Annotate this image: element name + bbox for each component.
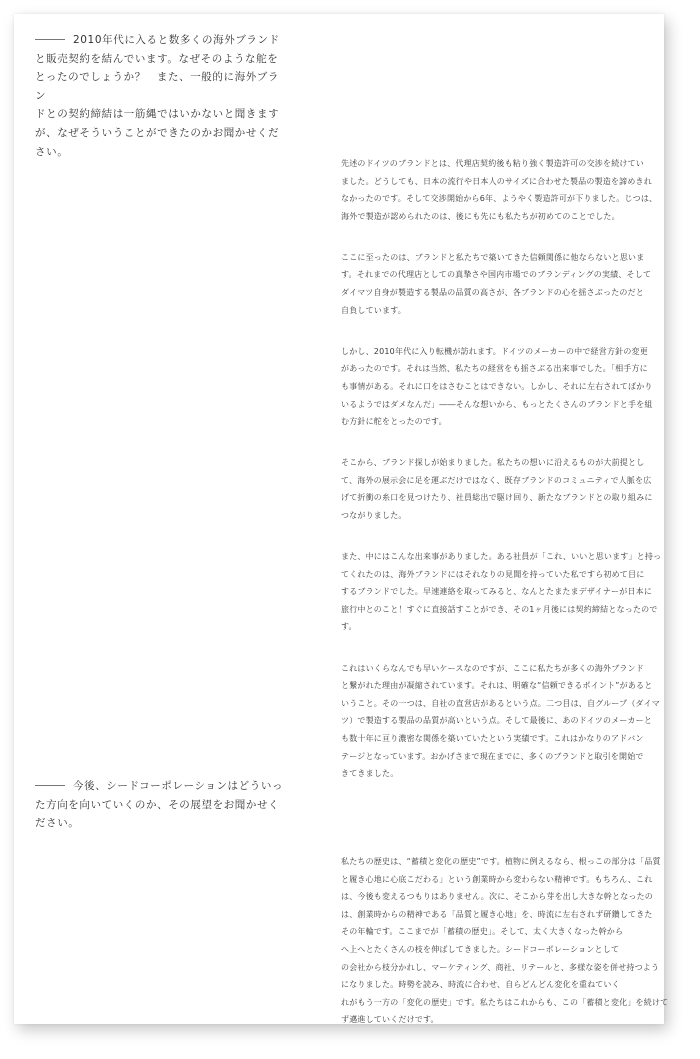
answer-line: になりました。時勢を読み、時流に合わせ、自らどんどん変化を重ねていく bbox=[341, 980, 620, 990]
answer-block-2 bbox=[341, 853, 669, 1052]
answer-paragraph bbox=[341, 454, 653, 524]
answer-line: も数十年に亘り濃密な関係を築いていたという実績です。これはかなりのアドバン bbox=[341, 733, 644, 743]
answer-line: そこから、ブランド探しが始まりました。私たちの想いに沿えるものが大前提とし bbox=[341, 458, 645, 468]
answer-paragraph bbox=[341, 155, 658, 225]
answer-line: は、今後も変えるつもりはありません。次に、そこから芽を出し大きな幹となったの bbox=[341, 892, 653, 902]
answer-line: と履き心地に心底こだわる」という創業時から変わらない精神です。もちろん、これ bbox=[341, 874, 653, 884]
answer-line: ツ）で製造する製品の品質が高いという点。そして最後に、あのドイツのメーカーと bbox=[341, 716, 653, 726]
answer-line: また、中にはこんな出来事がありました。ある社員が「これ、いいと思います」と持っ bbox=[341, 552, 662, 562]
question-line: ドとの契約締結は一筋縄ではいかないと聞きます bbox=[35, 108, 280, 121]
question-line: さい。 bbox=[35, 145, 69, 158]
answer-line: 海外で製造が認められたのは、後にも先にも私たちが初めてのことでした。 bbox=[341, 211, 620, 221]
answer-line: す。 bbox=[341, 622, 357, 632]
answer-line: いうこと。その一つは、自社の直営店があるという点。二つ目は、自グループ（ダイマ bbox=[341, 698, 660, 708]
answer-line: と繋がれた理由が凝縮されています。それは、明確な“信頼できるポイント”があると bbox=[341, 681, 653, 691]
answer-line: するブランドでした。早速連絡を取ってみると、なんとたまたまデザイナーが日本に bbox=[341, 587, 653, 597]
answer-line: これはいくらなんでも早いケースなのですが、ここに私たちが多くの海外ブランド bbox=[341, 663, 644, 673]
answer-line: テージとなっています。おかげさまで現在までに、多くのブランドと取引を開始で bbox=[341, 751, 644, 761]
answer-line: ました。どうしても、日本の流行や日本人のサイズに合わせた製品の製造を諦めきれ bbox=[341, 176, 652, 186]
answer-line: いるようではダメなんだ」――そんな想いから、もっとたくさんのブランドと手を組 bbox=[341, 399, 653, 409]
question-line: が、なぜそういうことができたのかお聞かせくだ bbox=[35, 126, 280, 139]
document-page bbox=[14, 14, 669, 1025]
answer-line: きてきました。 bbox=[341, 769, 399, 779]
em-dash-rule bbox=[35, 785, 65, 786]
answer-line: 先述のドイツのブランドとは、代理店契約後も粘り強く製造許可の交渉を続けてい bbox=[341, 159, 644, 168]
question-line: と販売契約を結んでいます。なぜそのような舵を bbox=[35, 52, 279, 65]
answer-line: は、創業時からの精神である「品質と履き心地」を、時流に左右されず研鑽してきた bbox=[341, 909, 653, 919]
answer-line: ず邁進していくだけです。 bbox=[341, 1015, 439, 1025]
answer-paragraph bbox=[341, 660, 660, 783]
answer-line: の会社から枝分かれし、マーケティング、商社、リテールと、多様な姿を併せ持つよう bbox=[341, 962, 660, 972]
answer-paragraph bbox=[341, 548, 662, 636]
question-line: とったのでしょうか？ また、一般的に海外ブラン bbox=[35, 71, 279, 102]
answer-line: 私たちの歴史は、“蓄積と変化の歴史”です。植物に例えるなら、根っこの部分は「品質 bbox=[341, 857, 661, 866]
question-line: た方向を向いていくのか、その展望をお聞かせく bbox=[35, 798, 280, 811]
answer-line: ここに至ったのは、ブランドと私たちで築いてきた信頼関係に他ならないと思いま bbox=[341, 252, 645, 262]
answer-line: つながりました。 bbox=[341, 511, 407, 520]
answer-line: があったのです。それは当然、私たちの経営をも揺さぶる出来事でした。「相手方に bbox=[341, 364, 648, 374]
em-dash-rule bbox=[35, 39, 65, 40]
question-line: ださい。 bbox=[35, 817, 80, 830]
answer-paragraph bbox=[341, 249, 652, 319]
answer-line: しかし、2010年代に入り転機が訪れます。ドイツのメーカーの中で経営方針の変更 bbox=[341, 346, 648, 356]
answer-line: す。それまでの代理店としての真摯さや国内市場でのブランディングの実績、そして bbox=[341, 270, 652, 280]
interview-question-1 bbox=[35, 31, 287, 161]
answer-line: 旅行中とのこと！すぐに直接話すことができ、その1ヶ月後には契約締結となったので bbox=[341, 604, 658, 614]
answer-line: 自負しています。 bbox=[341, 305, 406, 315]
answer-line: て、海外の展示会に足を運ぶだけではなく、既存ブランドのコミュニティで人脈を広 bbox=[341, 475, 652, 485]
answer-block-1 bbox=[341, 155, 662, 806]
interview-question-2 bbox=[35, 777, 287, 833]
answer-line: てくれたのは、海外ブランドにはそれなりの見聞を持っていた私ですら初めて目に bbox=[341, 569, 645, 579]
answer-paragraph bbox=[341, 853, 669, 1029]
answer-line: ダイマツ自身が製造する製品の品質の高さが、各ブランドの心を揺さぶったのだと bbox=[341, 288, 644, 298]
answer-paragraph bbox=[341, 343, 653, 431]
answer-line: へ上へとたくさんの枝を伸ばしてきました。シードコーポレーションとして bbox=[341, 944, 620, 954]
answer-line: げて折衝の糸口を見つけたり、社員総出で駆け回り、新たなブランドとの取り組みに bbox=[341, 493, 653, 503]
answer-line: その年輪です。ここまでが「蓄積の歴史」。そして、太く大きくなった幹から bbox=[341, 927, 624, 937]
answer-line: なかったのです。そして交渉開始から6年、ようやく製造許可が下りました。じつは、 bbox=[341, 194, 658, 204]
question-line: 今後、シードコーポレーションはどういっ bbox=[35, 777, 287, 796]
answer-line: れがもう一方の「変化の歴史」です。私たちはこれからも、この「蓄積と変化」を続けて bbox=[341, 997, 669, 1007]
answer-line: も事情がある。それに口をはさむことはできない。しかし、それに左右されてばかり bbox=[341, 381, 653, 391]
answer-line: む方針に舵をとったのです。 bbox=[341, 417, 447, 427]
question-line: 2010年代に入ると数多くの海外ブランド bbox=[35, 31, 287, 50]
